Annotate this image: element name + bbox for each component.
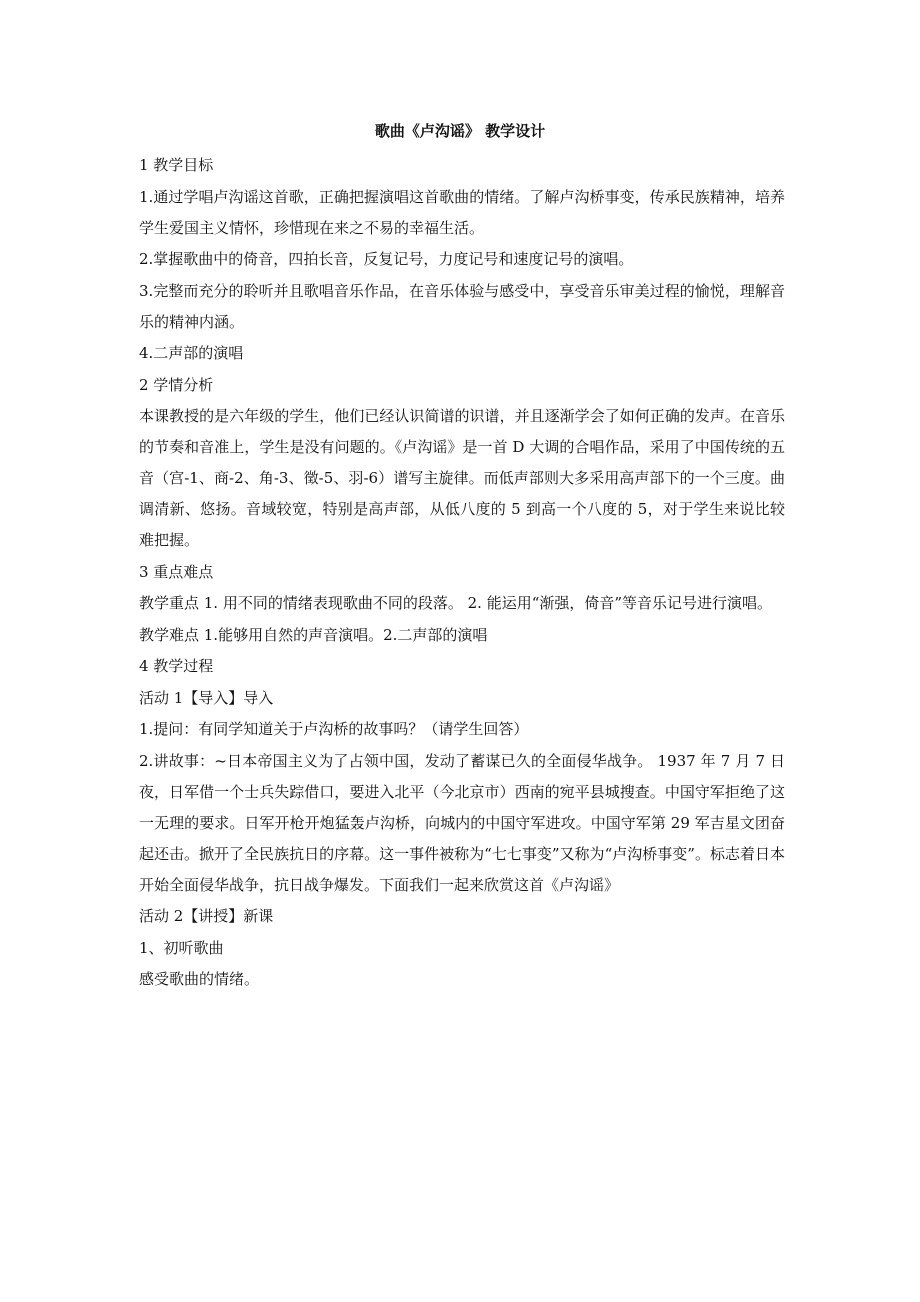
activity-1-heading: 活动 1【导入】导入 (139, 688, 274, 707)
section-heading-objectives: 1 教学目标 (139, 156, 214, 174)
key-points-focus: 教学重点 1. 用不同的情绪表现歌曲不同的段落。 2. 能运用“渐强，倚音”等音乐记号进行演唱。 (139, 594, 773, 612)
activity-2-heading: 活动 2【讲授】新课 (139, 907, 274, 925)
objective-3: 3.完整而充分的聆听并且歌唱音乐作品，在音乐体验与感受中，享受音乐审美过程的愉悦，理解音乐的精神内涵。 (139, 281, 785, 331)
activity-2-step-1-detail: 感受歌曲的情绪。 (139, 970, 260, 988)
document-body (139, 153, 785, 999)
activity-1-story: 2.讲故事：~日本帝国主义为了占领中国，发动了蓄谋已久的全面侵华战争。 1937 年 7 月 7 日夜，日军借一个士兵失踪借口，要进入北平（今北京市）西南的宛平县城搜查。中国守军拒绝了这一无理的要求。日军开枪开炮猛轰卢沟桥，向城内的中国守军进攻。中国守军第 29 军吉星文团奋起还击。掀开了全民族抗日的序幕。这一事件被称为“七七事变”又称为“卢沟桥事变”。标志着日本开始全面侵华战争，抗日战争爆发。下面我们一起来欣赏这首《卢沟谣》 (139, 751, 785, 894)
key-points-difficulty: 教学难点 1.能够用自然的声音演唱。2.二声部的演唱 (139, 625, 488, 644)
document-title: 歌曲《卢沟谣》 教学设计 (374, 122, 546, 140)
section-heading-key-points: 3 重点难点 (139, 562, 214, 581)
activity-2-step-1: 1、初听歌曲 (139, 938, 224, 957)
section-heading-analysis: 2 学情分析 (139, 375, 214, 394)
activity-1-question: 1.提问：有同学知道关于卢沟桥的故事吗？（请学生回答） (139, 720, 529, 738)
objective-4: 4.二声部的演唱 (139, 344, 244, 362)
section-heading-process: 4 教学过程 (139, 657, 214, 675)
objective-1: 1.通过学唱卢沟谣这首歌，正确把握演唱这首歌曲的情绪。了解卢沟桥事变，传承民族精神，培养学生爱国主义情怀，珍惜现在来之不易的幸福生活。 (139, 187, 785, 237)
objective-2: 2.掌握歌曲中的倚音，四拍长音，反复记号，力度记号和速度记号的演唱。 (139, 250, 634, 268)
analysis-paragraph: 本课教授的是六年级的学生，他们已经认识简谱的识谱，并且逐渐学会了如何正确的发声。在音乐的节奏和音准上，学生是没有问题的。《卢沟谣》是一首 D 大调的合唱作品，采用了中国传统的五音（宫-1、商-2、角-3、徵-5、羽-6）谱写主旋律。而低声部则大多采用高声部下的一个三度。曲调清新、悠扬。音域较宽，特别是高声部，从低八度的 5 到高一个八度的 5，对于学生来说比较难把握。 (139, 407, 785, 549)
